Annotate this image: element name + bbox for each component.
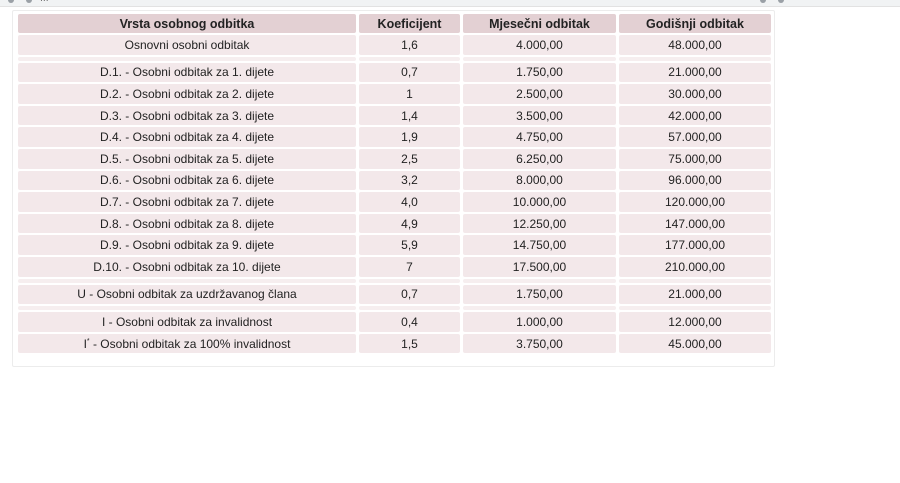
cell-monthly: 4.750,00 [463, 127, 616, 147]
cell-deduction-type: D.4. - Osobni odbitak za 4. dijete [18, 127, 356, 147]
cell-yearly: 42.000,00 [619, 106, 771, 126]
cell-deduction-type [18, 334, 356, 354]
cell-coefficient: 4,0 [359, 192, 460, 212]
cell-coefficient: 1,9 [359, 127, 460, 147]
personal-deductions-table [15, 12, 774, 355]
table-row [18, 63, 771, 83]
cell-coefficient: 1,4 [359, 106, 460, 126]
table-header-row [18, 14, 771, 33]
cell-coefficient: 0,4 [359, 312, 460, 332]
cell-monthly: 2.500,00 [463, 84, 616, 104]
table-row [18, 84, 771, 104]
footnote-mark: * [86, 337, 90, 345]
cell-yearly: 48.000,00 [619, 35, 771, 55]
cell-monthly: 1.750,00 [463, 285, 616, 305]
cell-yearly: 21.000,00 [619, 63, 771, 83]
cell-coefficient: 7 [359, 257, 460, 277]
table-row [18, 285, 771, 305]
header-deduction-type: Vrsta osobnog odbitka [18, 14, 356, 33]
cell-deduction-type: D.3. - Osobni odbitak za 3. dijete [18, 106, 356, 126]
cell-monthly: 6.250,00 [463, 149, 616, 169]
table-row [18, 312, 771, 332]
cell-yearly: 21.000,00 [619, 285, 771, 305]
cell-monthly: 3.500,00 [463, 106, 616, 126]
cell-yearly: 12.000,00 [619, 312, 771, 332]
cell-coefficient: 1 [359, 84, 460, 104]
cell-monthly: 10.000,00 [463, 192, 616, 212]
cell-coefficient: 0,7 [359, 285, 460, 305]
cell-monthly: 1.000,00 [463, 312, 616, 332]
table-row [18, 334, 771, 354]
cell-yearly: 45.000,00 [619, 334, 771, 354]
cell-deduction-type: Osnovni osobni odbitak [18, 35, 356, 55]
spacer-row [18, 57, 771, 61]
cell-monthly: 17.500,00 [463, 257, 616, 277]
table-row [18, 106, 771, 126]
table-row [18, 214, 771, 234]
table-row [18, 257, 771, 277]
header-monthly-deduction: Mjesečni odbitak [463, 14, 616, 33]
spacer-row [18, 279, 771, 283]
header-yearly-deduction: Godišnji odbitak [619, 14, 771, 33]
cell-deduction-type: D.6. - Osobni odbitak za 6. dijete [18, 171, 356, 191]
cell-monthly: 1.750,00 [463, 63, 616, 83]
cell-monthly: 8.000,00 [463, 171, 616, 191]
cell-coefficient: 2,5 [359, 149, 460, 169]
cell-deduction-type: D.9. - Osobni odbitak za 9. dijete [18, 235, 356, 255]
deduction-text: - Osobni odbitak za 100% invalidnost [89, 336, 291, 351]
header-coefficient: Koeficijent [359, 14, 460, 33]
table-row [18, 127, 771, 147]
cell-yearly: 120.000,00 [619, 192, 771, 212]
cell-deduction-type: U - Osobni odbitak za uzdržavanog člana [18, 285, 356, 305]
cell-monthly: 4.000,00 [463, 35, 616, 55]
cell-deduction-type: D.2. - Osobni odbitak za 2. dijete [18, 84, 356, 104]
cell-deduction-type: D.10. - Osobni odbitak za 10. dijete [18, 257, 356, 277]
cell-monthly: 12.250,00 [463, 214, 616, 234]
cell-deduction-type: D.5. - Osobni odbitak za 5. dijete [18, 149, 356, 169]
extension-icon[interactable] [760, 0, 766, 3]
cell-deduction-type: I - Osobni odbitak za invalidnost [18, 312, 356, 332]
table-row [18, 192, 771, 212]
cell-yearly: 210.000,00 [619, 257, 771, 277]
site-info-icon[interactable] [8, 0, 14, 3]
cell-yearly: 57.000,00 [619, 127, 771, 147]
browser-address-bar[interactable] [0, 0, 900, 7]
cell-coefficient: 0,7 [359, 63, 460, 83]
spacer-row [18, 306, 771, 310]
cell-yearly: 177.000,00 [619, 235, 771, 255]
lock-icon [26, 0, 32, 3]
table-row [18, 235, 771, 255]
table-row [18, 35, 771, 55]
cell-monthly: 14.750,00 [463, 235, 616, 255]
cell-yearly: 147.000,00 [619, 214, 771, 234]
deduction-prefix: I [83, 336, 87, 351]
table-row [18, 149, 771, 169]
cell-yearly: 75.000,00 [619, 149, 771, 169]
cell-deduction-type: D.7. - Osobni odbitak za 7. dijete [18, 192, 356, 212]
cell-monthly: 3.750,00 [463, 334, 616, 354]
address-url[interactable] [40, 0, 49, 4]
cell-coefficient: 5,9 [359, 235, 460, 255]
cell-coefficient: 1,6 [359, 35, 460, 55]
profile-icon[interactable] [778, 0, 784, 3]
table-row [18, 171, 771, 191]
cell-coefficient: 4,9 [359, 214, 460, 234]
cell-coefficient: 1,5 [359, 334, 460, 354]
cell-coefficient: 3,2 [359, 171, 460, 191]
cell-yearly: 30.000,00 [619, 84, 771, 104]
cell-deduction-type: D.8. - Osobni odbitak za 8. dijete [18, 214, 356, 234]
cell-yearly: 96.000,00 [619, 171, 771, 191]
cell-deduction-type: D.1. - Osobni odbitak za 1. dijete [18, 63, 356, 83]
